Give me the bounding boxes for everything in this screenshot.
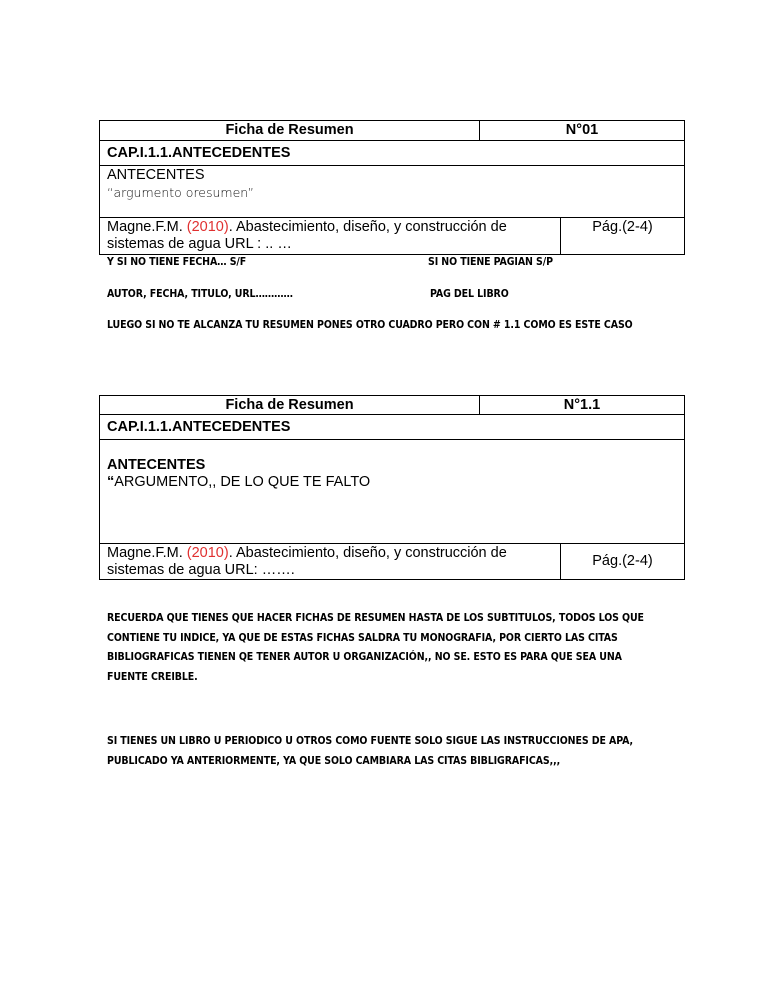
chapter-row xyxy=(100,141,684,166)
reference-year: (2010) xyxy=(186,545,229,561)
reference-year: (2010) xyxy=(186,219,229,235)
content-row xyxy=(100,440,684,544)
content-row xyxy=(100,166,684,218)
chapter-label: CAP.I.1.1.ANTECEDENTES xyxy=(107,144,291,161)
card-number: N°1.1 xyxy=(563,396,601,413)
reference-author: Magne.F.M. xyxy=(107,545,187,561)
note-reminder: RECUERDA QUE TIENES QUE HACER FICHAS DE RESUMEN HASTA DE LOS SUBTITULOS, TODOS LOS QUE CONTIENE TU INDICE, YA QUE DE ESTAS FICHAS SALDRA TU MONOGRAFIA, POR CIERTO LAS CITAS BIBLIOGRAFICAS TIENEN QE TENER AUTOR U ORGANIZACIÓN,, NO SE. ESTO ES PARA QUE SEA UNA FUENTE CREIBLE. xyxy=(107,612,644,683)
content-body-line xyxy=(107,474,370,491)
reference-page: Pág.(2-4) xyxy=(592,219,653,235)
reference-title: . Abastecimiento, diseño, y construcción de sistemas de agua URL : .. … xyxy=(107,219,507,252)
content-area xyxy=(100,166,261,217)
chapter-label: CAP.I.1.1.ANTECEDENTES xyxy=(107,418,291,435)
reference-author: Magne.F.M. xyxy=(107,219,187,235)
content-heading: ANTECENTES xyxy=(107,167,205,183)
card-title: Ficha de Resumen xyxy=(100,121,480,140)
note-continue: LUEGO SI NO TE ALCANZA TU RESUMEN PONES OTRO CUADRO PERO CON # 1.1 COMO ES ESTE CASO xyxy=(107,319,633,331)
reference-page: Pág.(2-4) xyxy=(592,553,653,569)
card-title: Ficha de Resumen xyxy=(100,396,480,414)
summary-card-2 xyxy=(99,395,685,580)
content-body: “argumento oresumen” xyxy=(107,185,255,200)
note-book-page-text: PAG DEL LIBRO xyxy=(430,288,509,300)
reference-citation xyxy=(100,218,561,254)
reference-citation xyxy=(100,544,561,579)
note-no-date-text: Y SI NO TIENE FECHA… S/F xyxy=(107,256,247,268)
card-number: N°01 xyxy=(565,122,599,138)
summary-card-1 xyxy=(99,120,685,255)
card-header xyxy=(100,396,684,415)
content-quote: “ xyxy=(107,474,115,490)
content-body: ARGUMENTO,, DE LO QUE TE FALTO xyxy=(114,474,371,490)
note-fields-text: AUTOR, FECHA, TITULO, URL………… xyxy=(107,288,293,300)
reference-row xyxy=(100,544,684,579)
note-apa: SI TIENES UN LIBRO U PERIODICO U OTROS COMO FUENTE SOLO SIGUE LAS INSTRUCCIONES DE APA, PUBLICADO YA ANTERIORMENTE, YA QUE SOLO CAMBIARA LAS CITAS BIBLIGRAFICAS,,, xyxy=(107,735,633,767)
note-no-date xyxy=(107,253,667,273)
note-no-page-text: SI NO TIENE PAGIAN S/P xyxy=(428,256,553,268)
reference-row xyxy=(100,218,684,254)
card-header xyxy=(100,121,684,141)
content-area xyxy=(100,440,377,543)
reference-title: . Abastecimiento, diseño, y construcción de sistemas de agua URL: ……. xyxy=(107,545,507,578)
content-heading: ANTECENTES xyxy=(107,457,206,473)
chapter-row xyxy=(100,415,684,440)
note-fields xyxy=(107,285,667,305)
